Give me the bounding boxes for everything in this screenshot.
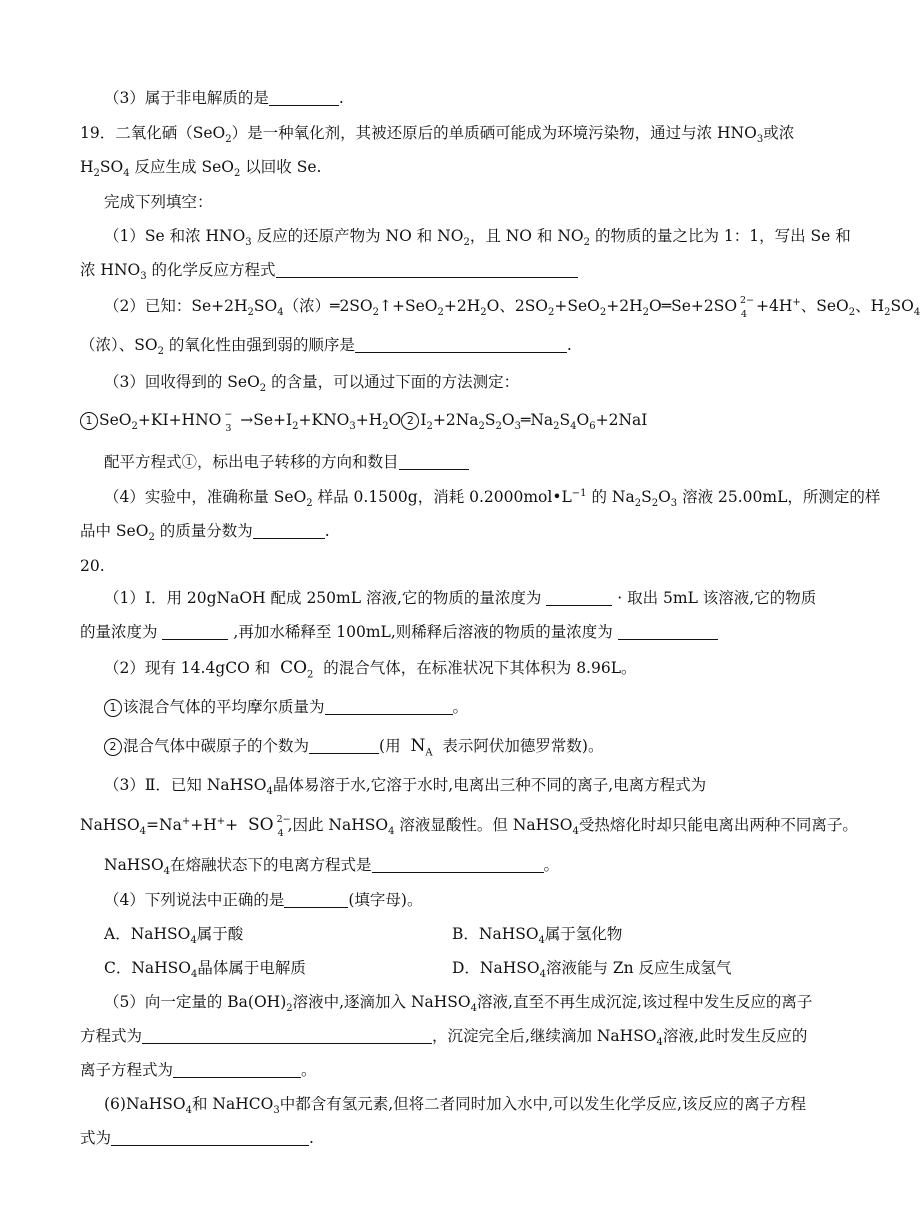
q20-part3-line1: （3）Ⅱ．已知 NaHSO$_4$晶体易溶于水,它溶于水时,电离出三种不同的离子,电离方程式为 xyxy=(104,776,707,798)
option-d: D．NaHSO$_4$溶液能与 Zn 反应生成氢气 xyxy=(452,959,732,981)
q19-complete: 完成下列填空： xyxy=(104,193,213,211)
q20-part6-line1: (6)NaHSO$_4$和 NaHCO$_3$中都含有氢元素,但将二者同时加入水中,可以发生化学反应,该反应的离子方程 xyxy=(104,1095,806,1117)
q20-part3-line3: NaHSO$_4$在熔融状态下的电离方程式是 。 xyxy=(104,856,560,878)
q18-part3: （3）属于非电解质的是 . xyxy=(104,89,344,107)
option-b: B．NaHSO$_4$属于氢化物 xyxy=(452,925,623,947)
q20-part2: （2）现有 14.4gCO 和 $CO_2$ 的混合气体，在标准状况下其体积为 8.96L。 xyxy=(104,658,637,681)
q19-part2-line1: （2）已知：$Se+2H_2SO_4$（浓）$═2SO_2↑+SeO_2+2H_2O$、$2SO_2+SeO_2+2H_2O═Se+2SO$ 2− 4 +4H+、SeO$_2$、$H_2SO_4$ xyxy=(104,295,920,320)
q19-part3: （3）回收得到的 SeO$_2$ 的含量，可以通过下面的方法测定： xyxy=(104,373,520,395)
q19-part1-line2: 浓 $HNO_3$ 的化学反应方程式 xyxy=(80,260,810,280)
q20-part5-line2: 方程式为 ，沉淀完全后,继续滴加 NaHSO$_4$溶液,此时发生反应的 xyxy=(80,1027,808,1049)
q20-part5-line3: 离子方程式为 。 xyxy=(80,1061,317,1079)
q20-part5-line1: （5）向一定量的 $Ba(OH)_2$溶液中,逐滴加入 NaHSO$_4$溶液,直至不再生成沉淀,该过程中发生反应的离子 xyxy=(104,993,813,1015)
q19-part2-line2: （浓）、$SO_2$ 的氧化性由强到弱的顺序是 . xyxy=(80,336,572,358)
q19-part4-line1: （4）实验中，准确称量 SeO$_2$ 样品 0.1500g，消耗 $0.2000mol•L^{-1}$ 的 $Na_2S_2O_3$ 溶液 25.00mL，所测定的样 xyxy=(104,487,881,510)
q20-part6-line2: 式为 . xyxy=(80,1129,314,1147)
q20-item1: 1 该混合气体的平均摩尔质量为 。 xyxy=(104,697,834,717)
q20-number: 20. xyxy=(80,557,105,575)
q19-equations: 1 SeO$_2$+KI+HNO − 3 $\to Se+I_2+KNO_3+H_2O$ 2 $I_2+2Na_2S_2O_3═Na_2S_4O_6+2NaI$ xyxy=(80,410,810,431)
q20-part3-line2: NaHSO$_4$=Na++H++ SO 2− 4 ,因此 NaHSO$_4$ 溶液显酸性。但 NaHSO$_4$受热熔化时却只能电离出两种不同离子。 xyxy=(80,814,858,839)
q19-part4-line2: 品中 SeO$_2$ 的质量分数为 . xyxy=(80,522,330,544)
q19-intro-line2: $H_2SO_4$ 反应生成 SeO$_2$ 以回收 Se. xyxy=(80,158,322,180)
option-a: A．NaHSO$_4$属于酸 xyxy=(104,925,244,947)
q19-intro-line1: 19．二氧化硒（SeO$_2$）是一种氧化剂，其被还原后的单质硒可能成为环境污染物，通过与浓 $HNO_3$或浓 xyxy=(80,124,795,146)
q19-part1-line1: （1）Se 和浓 $HNO_3$ 反应的还原产物为 NO 和 $NO_2$，且 NO 和 $NO_2$ 的物质的量之比为 1：1，写出 Se 和 xyxy=(104,227,851,249)
q20-item2: 2 混合气体中碳原子的个数为 (用 $N_A$ 表示阿伏加德罗常数)。 xyxy=(104,736,834,756)
q20-part4: （4）下列说法中正确的是 (填字母)。 xyxy=(104,891,423,909)
q20-part1-line1: （1）Ⅰ．用 20gNaOH 配成 250mL 溶液,它的物质的量浓度为 · 取出 5mL 该溶液,它的物质 xyxy=(104,589,817,607)
option-c: C．NaHSO$_4$晶体属于电解质 xyxy=(104,959,306,981)
q20-part1-line2: 的量浓度为 ,再加水稀释至 100mL,则稀释后溶液的物质的量浓度为 xyxy=(80,622,810,642)
q19-balance: 配平方程式①，标出电子转移的方向和数目 xyxy=(104,452,834,472)
